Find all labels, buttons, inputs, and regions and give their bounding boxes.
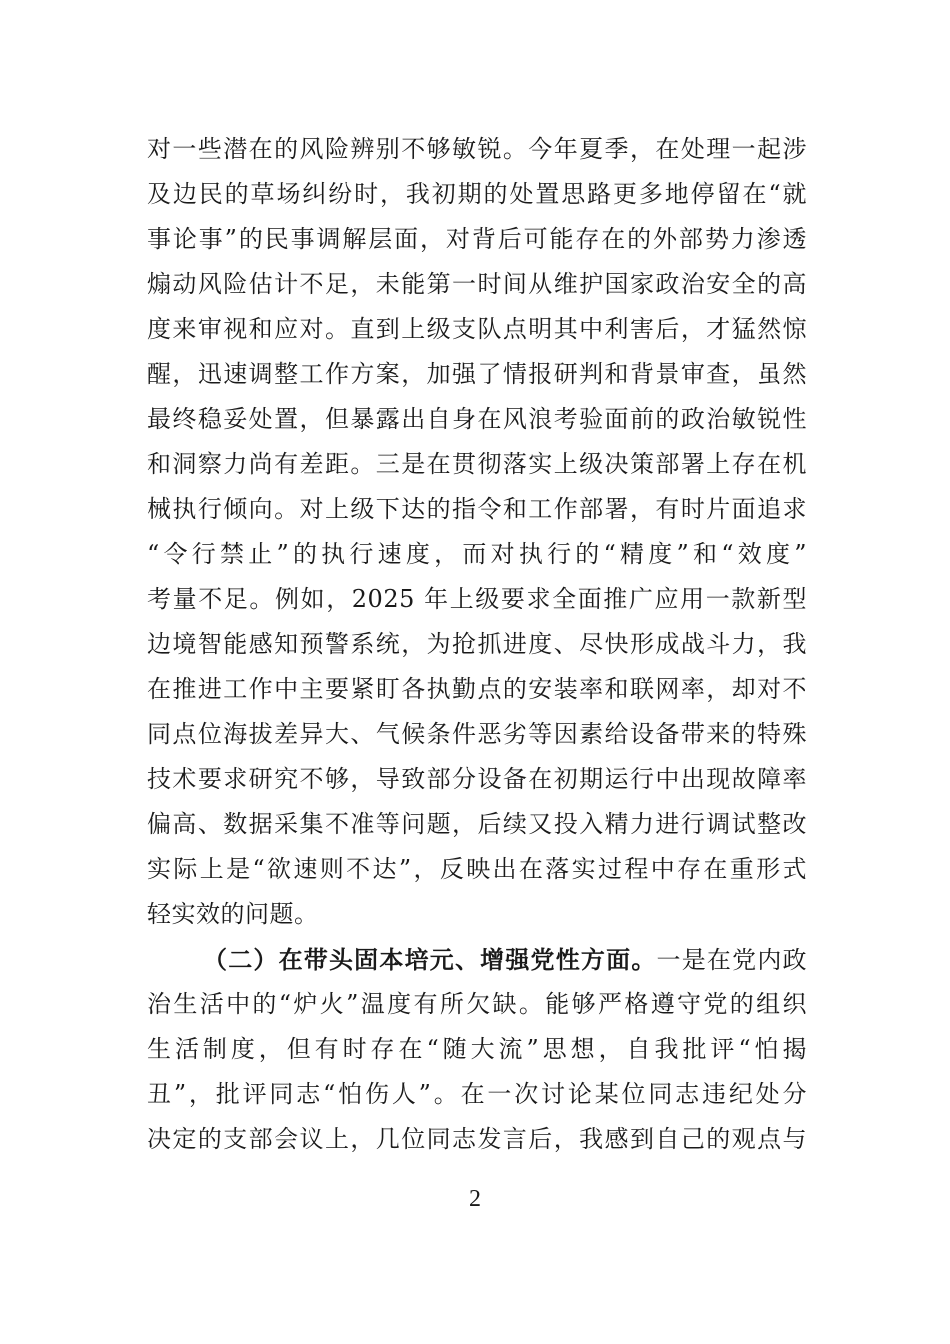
- text-line: 边境智能感知预警系统，为抢抓进度、尽快形成战斗力，我: [147, 630, 807, 658]
- text-line: 在推进工作中主要紧盯各执勤点的安装率和联网率，却对不: [147, 675, 807, 703]
- text-line: 及边民的草场纠纷时，我初期的处置思路更多地停留在“就: [147, 180, 807, 208]
- text-line: 对一些潜在的风险辨别不够敏锐。今年夏季，在处理一起涉: [147, 135, 807, 163]
- text-line: 醒，迅速调整工作方案，加强了情报研判和背景审查，虽然: [147, 360, 807, 388]
- text-line: 丑”，批评同志“怕伤人”。在一次讨论某位同志违纪处分: [147, 1080, 807, 1108]
- text-line: 最终稳妥处置，但暴露出自身在风浪考验面前的政治敏锐性: [147, 405, 807, 433]
- text-line: 轻实效的问题。: [147, 900, 319, 928]
- text-line: “令行禁止”的执行速度，而对执行的“精度”和“效度”: [147, 540, 807, 568]
- text-line: 治生活中的“炉火”温度有所欠缺。能够严格遵守党的组织: [147, 990, 807, 1018]
- text-line: 度来审视和应对。直到上级支队点明其中利害后，才猛然惊: [147, 315, 807, 343]
- text-line: 考量不足。例如，2025 年上级要求全面推广应用一款新型: [147, 585, 807, 613]
- text-line: 和洞察力尚有差距。三是在贯彻落实上级决策部署上存在机: [147, 450, 807, 478]
- text-line: 同点位海拔差异大、气候条件恶劣等因素给设备带来的特殊: [147, 720, 807, 748]
- text-line: 煽动风险估计不足，未能第一时间从维护国家政治安全的高: [147, 270, 807, 298]
- text-line: 械执行倾向。对上级下达的指令和工作部署，有时片面追求: [147, 495, 807, 523]
- text-line: 技术要求研究不够，导致部分设备在初期运行中出现故障率: [147, 765, 807, 793]
- text-line: 实际上是“欲速则不达”，反映出在落实过程中存在重形式: [147, 855, 807, 883]
- text-line: 事论事”的民事调解层面，对背后可能存在的外部势力渗透: [147, 225, 807, 253]
- text-line: 偏高、数据采集不准等问题，后续又投入精力进行调试整改: [147, 810, 807, 838]
- section-heading: （二）在带头固本培元、增强党性方面。: [203, 945, 657, 974]
- text-line: 决定的支部会议上，几位同志发言后，我感到自己的观点与: [147, 1125, 807, 1153]
- section-heading-line: [147, 937, 807, 982]
- text-span: 一是在党内政: [656, 946, 808, 974]
- text-line: 生活制度，但有时存在“随大流”思想，自我批评“怕揭: [147, 1035, 807, 1063]
- body-text: [147, 127, 807, 1162]
- page-number: 2: [469, 1186, 481, 1212]
